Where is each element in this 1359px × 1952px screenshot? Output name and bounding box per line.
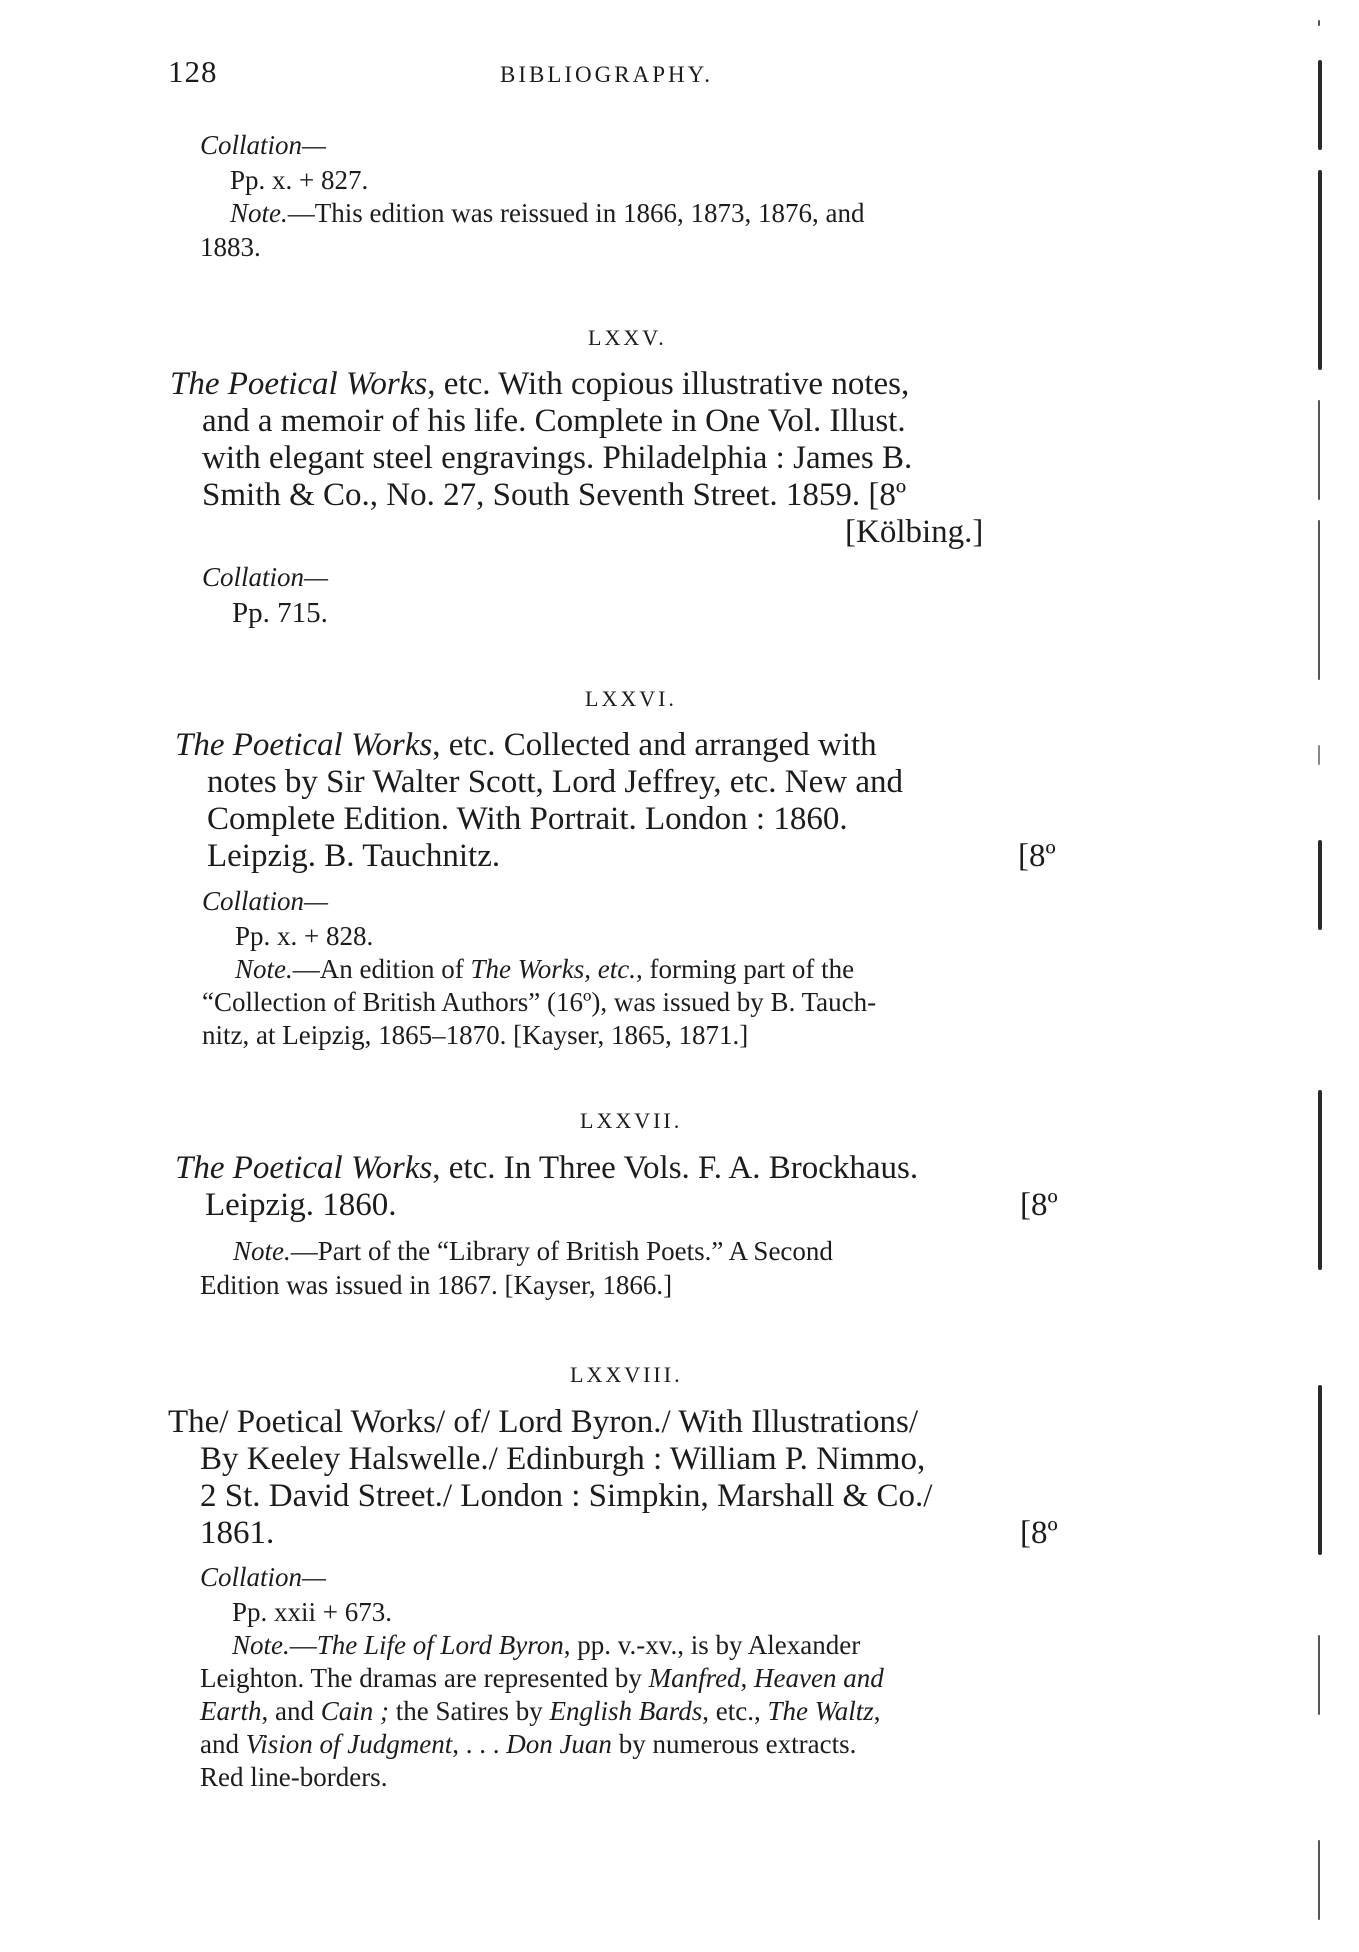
entry-title-line: Leipzig. B. Tauchnitz. — [207, 838, 501, 874]
collation-pages: Pp. xxii + 673. — [232, 1597, 392, 1627]
note-text: the Satires by — [389, 1696, 550, 1726]
binding-mark — [1318, 60, 1322, 150]
collation-label: Collation— — [200, 1562, 327, 1592]
note-line — [235, 954, 854, 985]
entry-title-line: The/ Poetical Works/ of/ Lord Byron./ With Illustrations/ — [168, 1404, 919, 1440]
collation-label: Collation— — [202, 562, 329, 592]
title-rest: , etc. In Three Vols. F. A. Brockhaus. — [432, 1150, 919, 1186]
note-italic: The Works, etc. — [470, 954, 636, 984]
binding-mark — [1318, 1635, 1320, 1715]
binding-mark — [1318, 1385, 1322, 1555]
format-mark: [8º — [1020, 1515, 1058, 1551]
note-italic: English Bards — [549, 1696, 703, 1726]
entry-title-line: 1861. — [200, 1515, 275, 1551]
note-label: Note. — [230, 198, 288, 228]
note-text: — — [289, 1630, 317, 1660]
running-head: BIBLIOGRAPHY. — [500, 62, 714, 87]
note-text: , pp. v.-xv., is by Alexander — [563, 1630, 861, 1660]
note-text: by numerous extracts. — [611, 1729, 857, 1759]
note-italic: The Life of Lord Byron — [316, 1630, 564, 1660]
binding-mark — [1318, 1090, 1322, 1270]
note-italic: Don Juan — [506, 1729, 612, 1759]
note-label: Note. — [232, 1630, 290, 1660]
entry-title-line: with elegant steel engravings. Philadelphia : James B. — [202, 440, 913, 476]
title-italic: The Poetical Works — [170, 366, 428, 402]
collation-label: Collation— — [200, 130, 327, 160]
entry-title-line — [175, 727, 877, 764]
entry-numeral: LXXV. — [588, 325, 667, 350]
note-text: , . . . — [452, 1729, 507, 1759]
entry-title-line: By Keeley Halswelle./ Edinburgh : William P. Nimmo, — [200, 1441, 926, 1477]
title-rest: , etc. With copious illustrative notes, — [427, 366, 910, 402]
note-line: nitz, at Leipzig, 1865–1870. [Kayser, 1865, 1871.] — [202, 1020, 749, 1050]
note-text: , and — [261, 1696, 321, 1726]
note-text: , forming part of the — [635, 954, 855, 984]
binding-mark — [1318, 840, 1322, 930]
title-italic: The Poetical Works — [175, 727, 433, 763]
entry-title-line: 2 St. David Street./ London : Simpkin, Marshall & Co./ — [200, 1478, 933, 1514]
title-rest: , etc. Collected and arranged with — [432, 727, 877, 763]
note-text: , etc., — [702, 1696, 768, 1726]
note-italic: The Waltz — [767, 1696, 874, 1726]
note-line — [200, 1696, 881, 1727]
page-number: 128 — [168, 54, 218, 89]
entry-title-line: Leipzig. 1860. — [205, 1187, 397, 1223]
note-italic: Earth — [200, 1696, 262, 1726]
format-mark: [8º — [1018, 838, 1056, 874]
title-italic: The Poetical Works — [175, 1150, 433, 1186]
note-italic: Vision of Judgment — [245, 1729, 453, 1759]
reference-note: [Kölbing.] — [845, 514, 984, 550]
note-line — [200, 1663, 884, 1694]
note-text: , — [873, 1696, 881, 1726]
note-italic: Manfred, Heaven and — [648, 1663, 884, 1693]
note-text: —An edition of — [292, 954, 471, 984]
note-text: Leighton. The dramas are represented by — [200, 1663, 649, 1693]
entry-numeral: LXXVII. — [580, 1108, 683, 1133]
entry-title-line: notes by Sir Walter Scott, Lord Jeffrey, etc. New and — [207, 764, 903, 800]
note-text: —Part of the “Library of British Poets.” A Second — [290, 1236, 833, 1266]
entry-title-line — [170, 366, 909, 403]
binding-mark — [1318, 170, 1322, 370]
entry-numeral: LXXVI. — [585, 686, 677, 711]
note-line — [233, 1236, 833, 1267]
entry-title-line: and a memoir of his life. Complete in One Vol. Illust. — [202, 403, 906, 439]
collation-pages: Pp. 715. — [232, 597, 328, 629]
entry-title-line: Complete Edition. With Portrait. London : 1860. — [207, 801, 848, 837]
entry-title-line — [175, 1150, 918, 1187]
note-text: —This edition was reissued in 1866, 1873, 1876, and — [287, 198, 865, 228]
note-label: Note. — [233, 1236, 291, 1266]
note-line — [200, 1729, 856, 1760]
note-text: and — [200, 1729, 246, 1759]
binding-mark — [1318, 1840, 1320, 1920]
entry-numeral: LXXVIII. — [570, 1362, 683, 1387]
binding-mark — [1318, 745, 1320, 765]
collation-label: Collation— — [202, 886, 329, 916]
entry-title-line: Smith & Co., No. 27, South Seventh Street. 1859. [8º — [202, 477, 907, 513]
note-line: Edition was issued in 1867. [Kayser, 1866.] — [200, 1270, 673, 1300]
note-line: 1883. — [200, 232, 261, 262]
note-line — [232, 1630, 860, 1661]
note-label: Note. — [235, 954, 293, 984]
format-mark: [8º — [1020, 1187, 1058, 1223]
note-italic: Cain ; — [320, 1696, 390, 1726]
note-line: Red line-borders. — [200, 1762, 388, 1792]
binding-mark — [1318, 400, 1320, 500]
collation-pages: Pp. x. + 828. — [235, 921, 374, 951]
binding-mark — [1318, 20, 1320, 26]
binding-mark — [1318, 520, 1320, 680]
note-line: “Collection of British Authors” (16º), was issued by B. Tauch- — [202, 987, 877, 1017]
note-line — [230, 198, 864, 229]
collation-pages: Pp. x. + 827. — [230, 165, 369, 195]
